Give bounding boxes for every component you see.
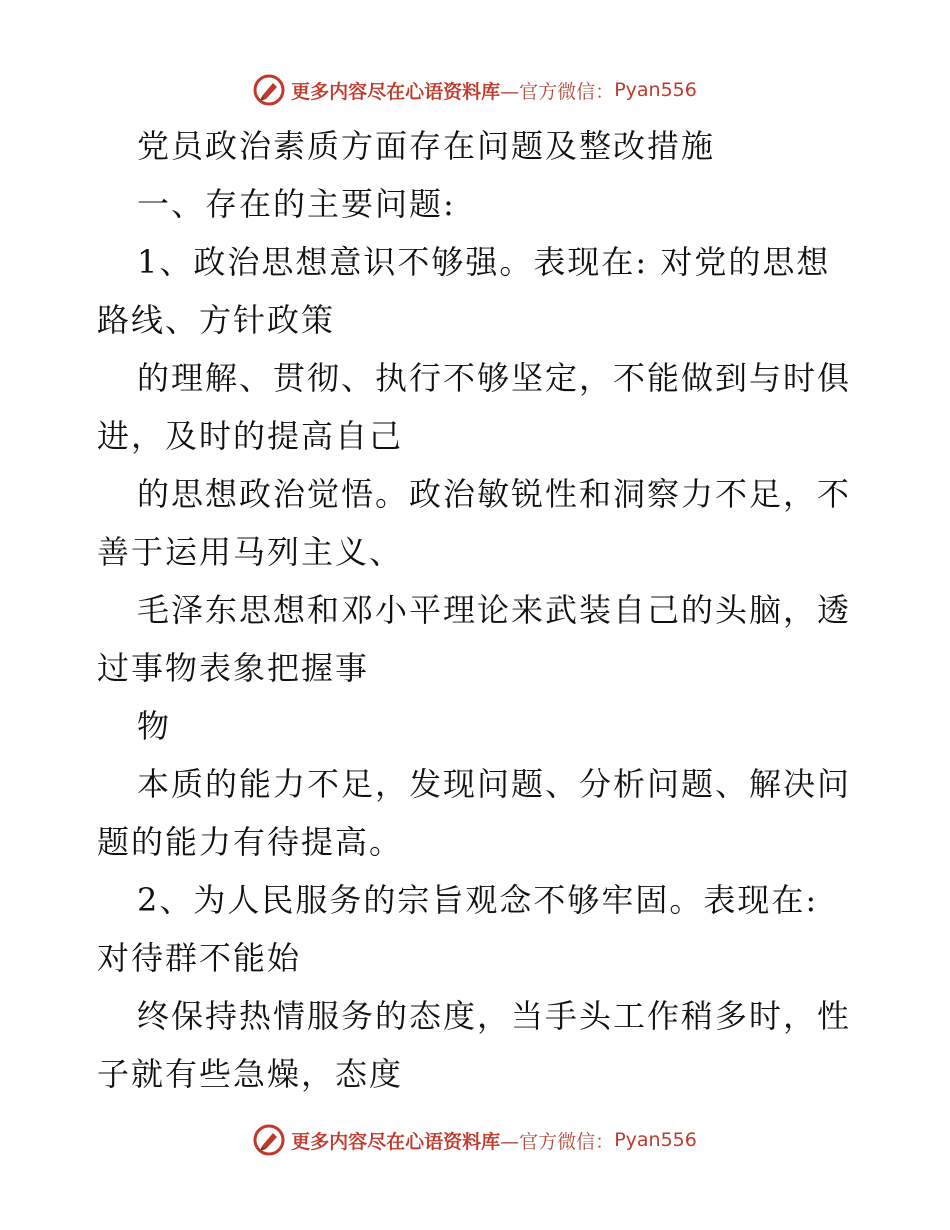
text-line: 进，及时的提高自己 <box>97 417 404 455</box>
banner-account-text: Pyan556 <box>614 1129 697 1151</box>
banner-main-text: 更多内容尽在心语资料库 <box>291 1130 501 1153</box>
text-line: 的理解、贯彻、执行不够坚定，不能做到与时俱 <box>137 359 852 397</box>
pen-logo-icon <box>253 74 285 106</box>
text-line: 善于运用马列主义、 <box>97 533 404 571</box>
pen-logo-icon <box>253 1124 285 1156</box>
banner-sub-text: —官方微信： <box>500 80 615 103</box>
footer-banner <box>0 1120 950 1160</box>
text-line: 2、为人民服务的宗旨观念不够牢固。表现在: <box>137 881 819 919</box>
text-line: 终保持热情服务的态度，当手头工作稍多时，性 <box>137 997 852 1035</box>
text-line: 对待群不能始 <box>97 939 302 977</box>
text-line: 路线、方针政策 <box>97 301 336 339</box>
text-line: 的思想政治觉悟。政治敏锐性和洞察力不足，不 <box>137 475 852 513</box>
header-banner <box>0 70 950 110</box>
text-line: 题的能力有待提高。 <box>97 823 404 861</box>
text-line: 一、存在的主要问题: <box>137 185 456 223</box>
text-line: 毛泽东思想和邓小平理论来武装自己的头脑，透 <box>137 591 852 629</box>
banner-account-text: Pyan556 <box>614 79 697 101</box>
text-line: 物 <box>137 707 172 745</box>
banner-main-text: 更多内容尽在心语资料库 <box>291 80 501 103</box>
banner-sub-text: —官方微信： <box>500 1130 615 1153</box>
text-line: 1、政治思想意识不够强。表现在: 对党的思想 <box>137 243 831 281</box>
text-line: 党员政治素质方面存在问题及整改措施 <box>137 127 716 165</box>
text-line: 本质的能力不足，发现问题、分析问题、解决问 <box>137 765 852 803</box>
document-body <box>97 117 857 1103</box>
text-line: 过事物表象把握事 <box>97 649 370 687</box>
text-line: 子就有些急燥，态度 <box>97 1055 404 1093</box>
